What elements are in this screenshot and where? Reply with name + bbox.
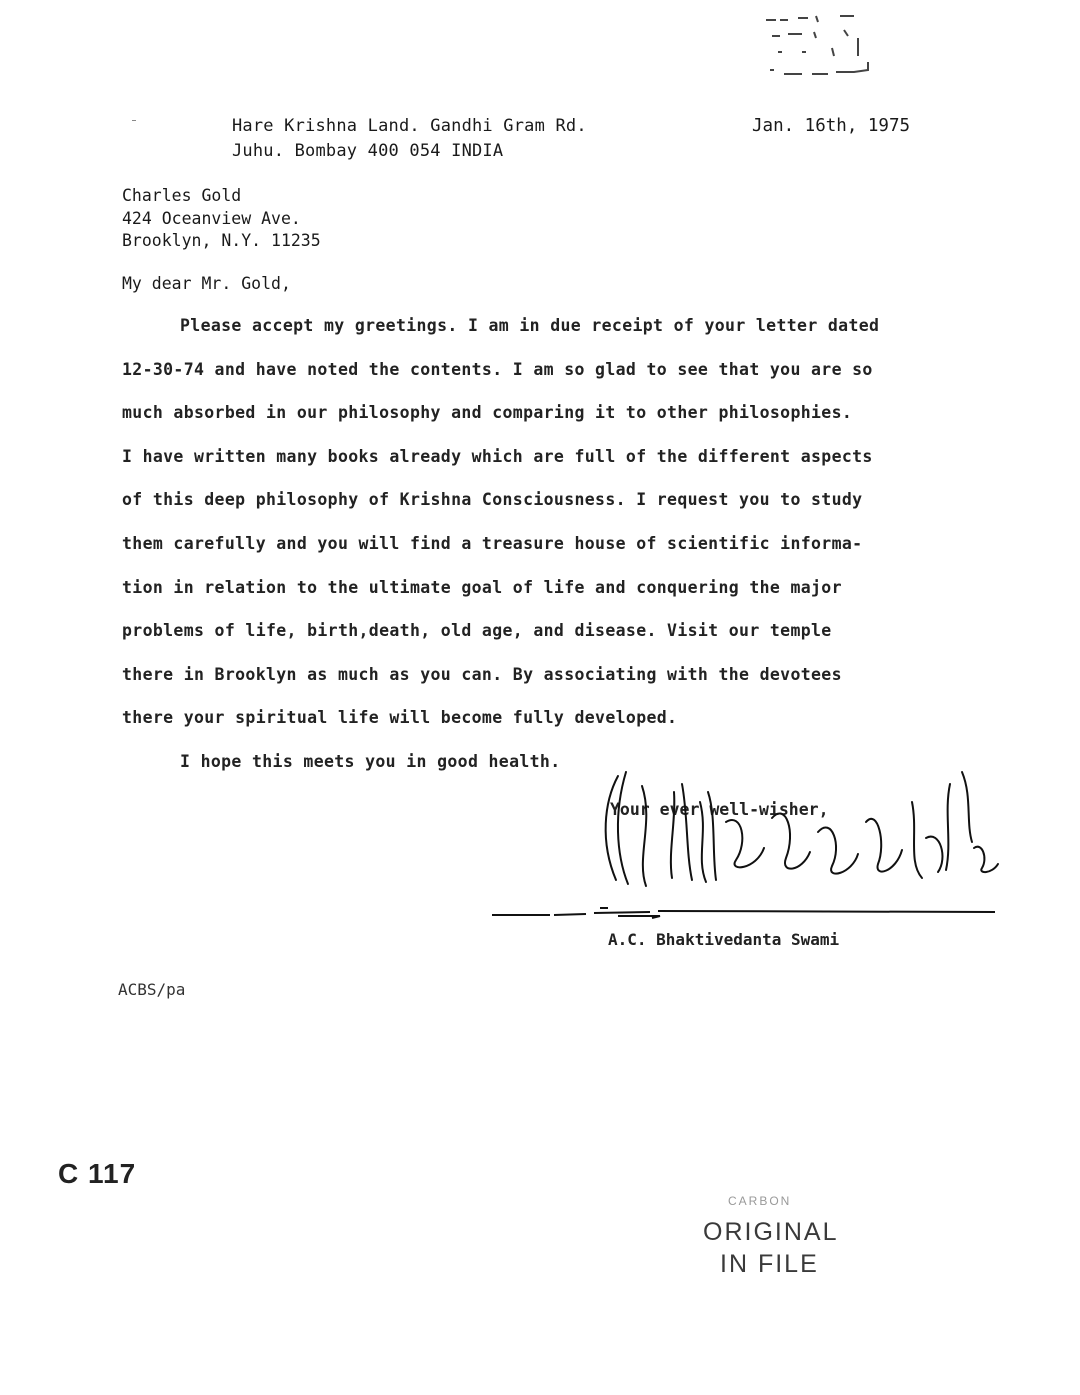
recipient-name: Charles Gold: [122, 186, 242, 205]
reference-initials: ACBS/pa: [118, 980, 186, 999]
body-line: 12-30-74 and have noted the contents. I am so glad to see that you are so: [122, 360, 873, 379]
stamp-top-line: CARBON: [728, 1194, 792, 1208]
signature-line: [490, 906, 995, 922]
body-line: there your spiritual life will become fully developed.: [122, 708, 678, 727]
body-line: I have written many books already which are full of the different aspects: [122, 447, 873, 466]
recipient-street: 424 Oceanview Ave.: [122, 209, 301, 228]
body-line: there in Brooklyn as much as you can. By associating with the devotees: [122, 665, 842, 684]
margin-tick: [132, 120, 136, 121]
body-line: much absorbed in our philosophy and comparing it to other philosophies.: [122, 403, 853, 422]
stamp-original: ORIGINAL: [703, 1218, 839, 1246]
recipient-city: Brooklyn, N.Y. 11235: [122, 231, 321, 250]
signer-name: A.C. Bhaktivedanta Swami: [608, 930, 840, 949]
stamp-in-file: IN FILE: [720, 1250, 819, 1278]
handwritten-signature: [596, 762, 1006, 894]
salutation: My dear Mr. Gold,: [122, 274, 291, 293]
sender-address-line-2: Juhu. Bombay 400 054 INDIA: [232, 141, 504, 161]
top-corner-stamp-mark: [758, 8, 876, 82]
body-line: Please accept my greetings. I am in due receipt of your letter dated: [180, 316, 880, 335]
body-line: them carefully and you will find a treasure house of scientific informa-: [122, 534, 863, 553]
body-line: tion in relation to the ultimate goal of life and conquering the major: [122, 578, 842, 597]
closing-wish: I hope this meets you in good health.: [180, 752, 561, 771]
body-line: problems of life, birth,death, old age, and disease. Visit our temple: [122, 621, 832, 640]
file-code: C 117: [58, 1158, 137, 1189]
sender-address-line-1: Hare Krishna Land. Gandhi Gram Rd.: [232, 116, 587, 136]
valediction: Your ever well-wisher,: [610, 800, 829, 819]
body-line: of this deep philosophy of Krishna Consciousness. I request you to study: [122, 490, 863, 509]
letter-date: Jan. 16th, 1975: [752, 116, 911, 136]
